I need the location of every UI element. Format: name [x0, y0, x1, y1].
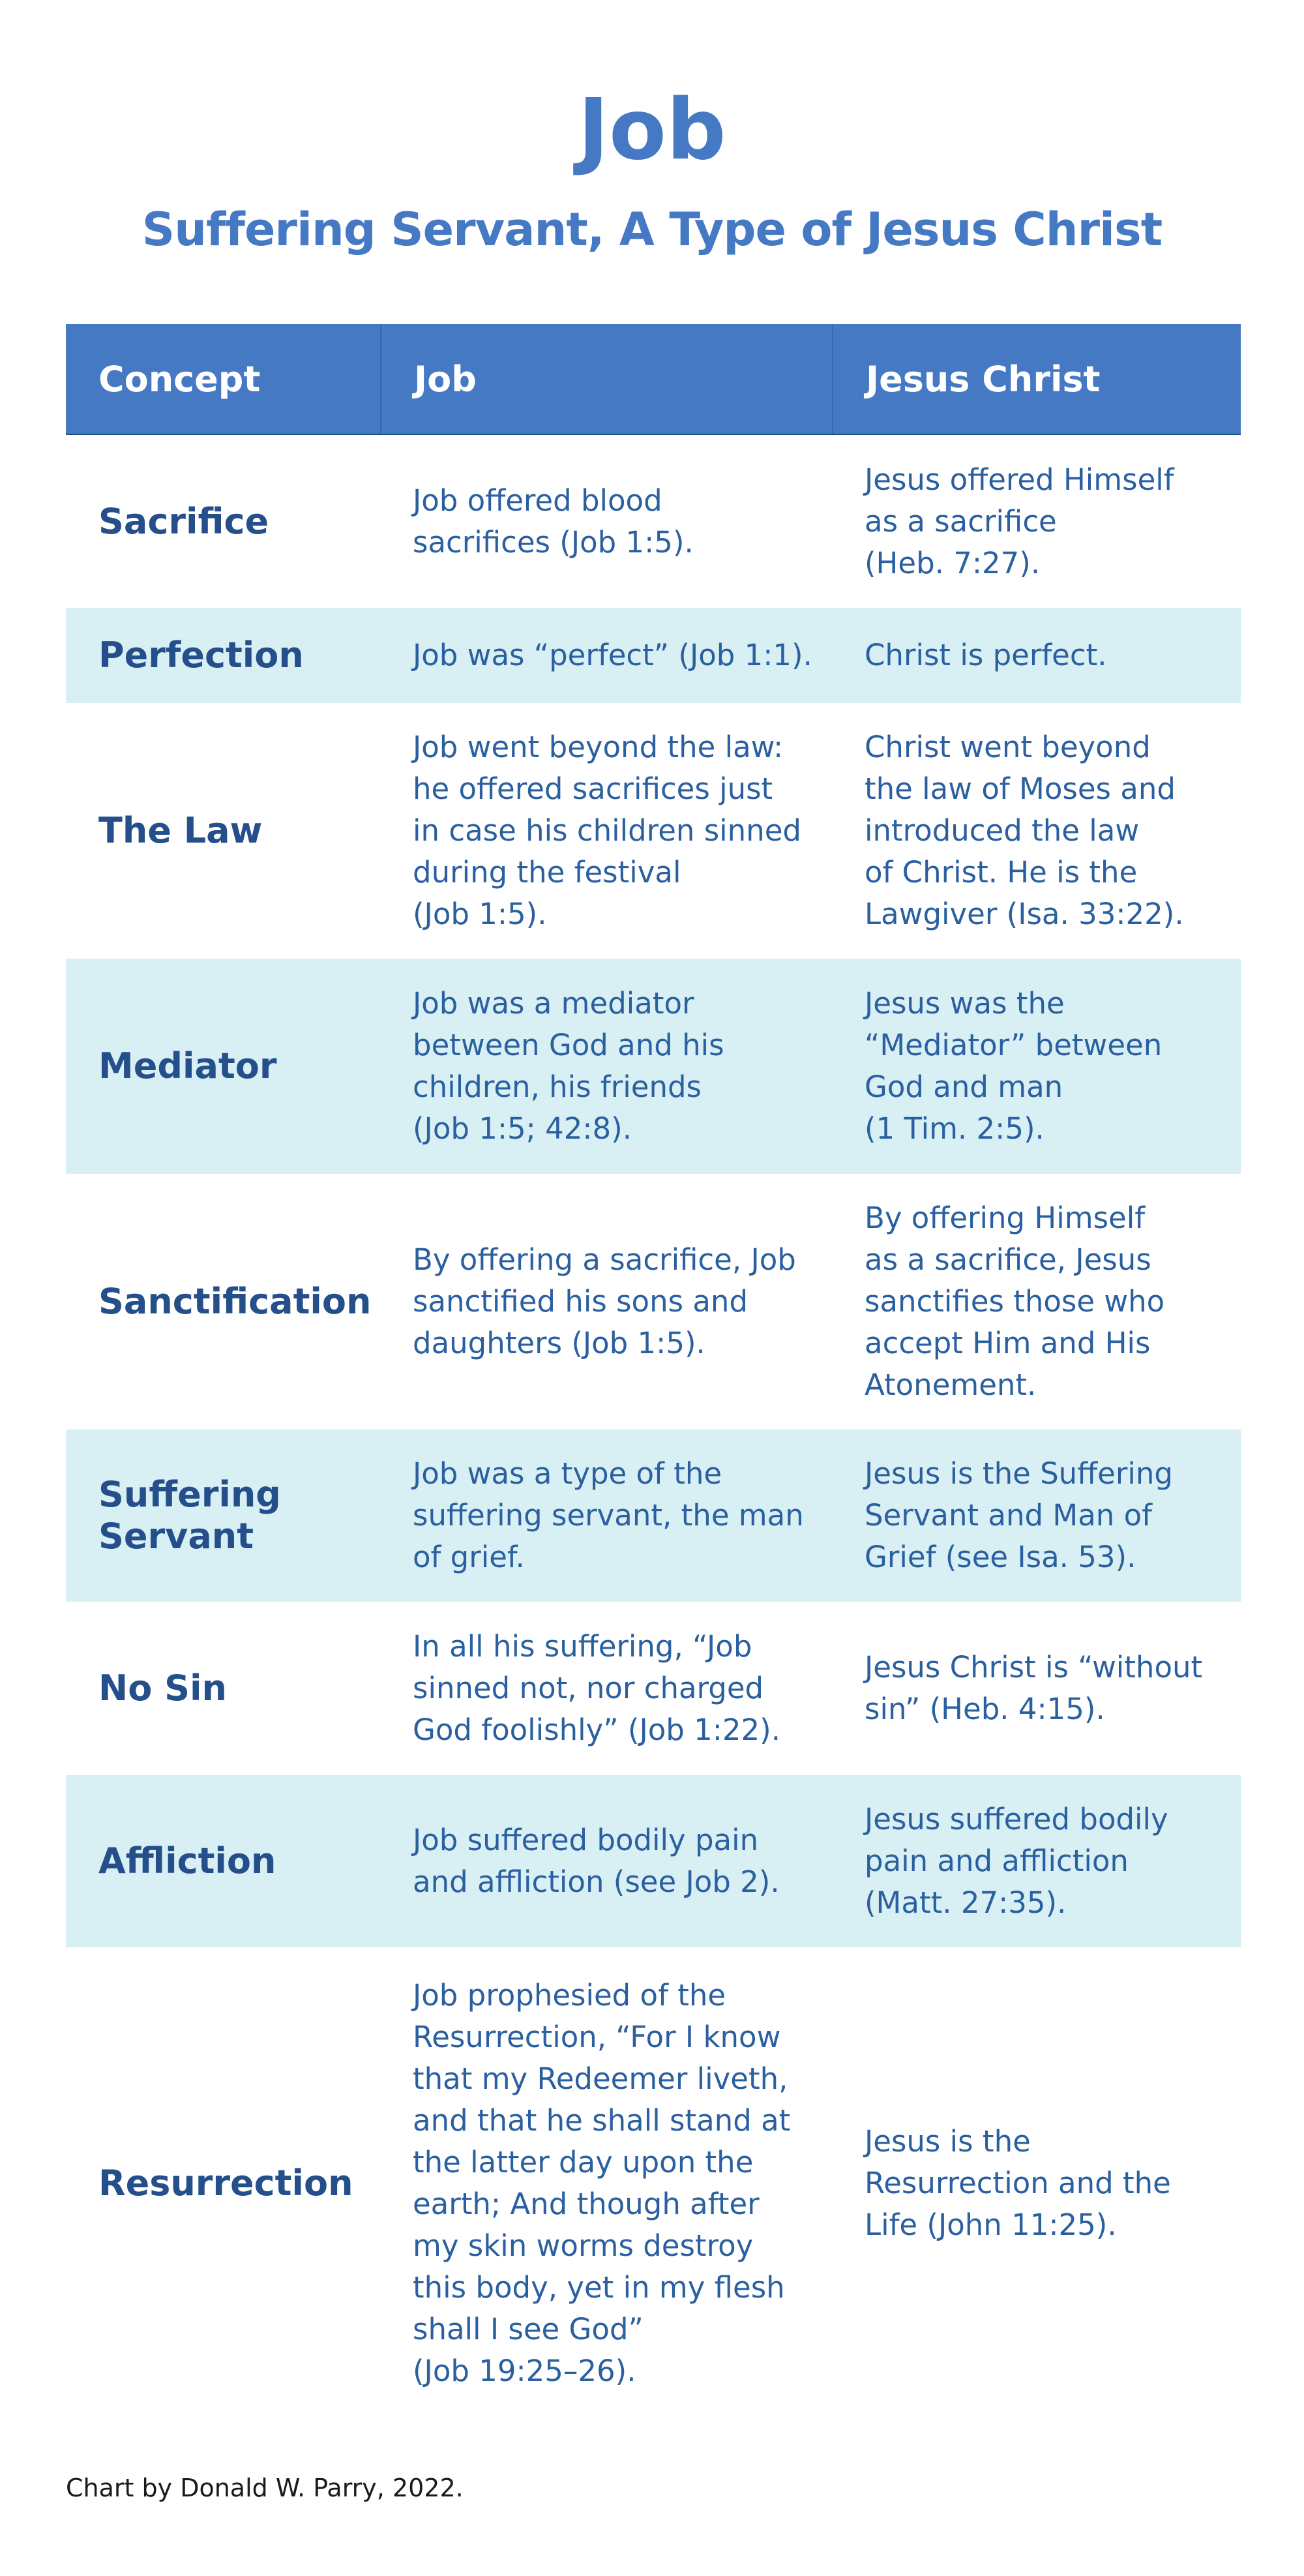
table-row — [66, 703, 1241, 959]
concept-cell: Suffering Servant — [98, 1474, 281, 1557]
job-cell: Job offered blood sacrifices (Job 1:5). — [413, 483, 694, 560]
table-row — [66, 1775, 1241, 1947]
header-jesus-christ: Jesus Christ — [832, 324, 1241, 434]
concept-cell: The Law — [98, 810, 263, 851]
christ-cell: Jesus was the “Mediator” between God and man (1 Tim. 2:5). — [865, 986, 1163, 1146]
christ-cell: By offering Himself as a sacrifice, Jesus sanctifies those who accept Him and His Atonement. — [865, 1201, 1165, 1402]
job-cell: Job was a mediator between God and his children, his friends (Job 1:5; 42:8). — [413, 986, 724, 1146]
christ-cell: Jesus is the Resurrection and the Life (John 11:25). — [865, 2124, 1171, 2242]
christ-cell: Jesus Christ is “without sin” (Heb. 4:15). — [865, 1650, 1203, 1726]
concept-cell: Affliction — [98, 1840, 276, 1881]
table-row — [66, 608, 1241, 703]
christ-cell: Jesus offered Himself as a sacrifice (Heb. 7:27). — [865, 462, 1174, 580]
page-title: Job — [578, 82, 726, 179]
job-cell: Job was a type of the suffering servant, the man of grief. — [413, 1456, 804, 1574]
job-cell: Job was “perfect” (Job 1:1). — [413, 638, 812, 672]
christ-cell: Jesus suffered bodily pain and affliction (Matt. 27:35). — [865, 1802, 1168, 1920]
concept-cell: Sacrifice — [98, 500, 269, 542]
page-subtitle: Suffering Servant, A Type of Jesus Christ — [141, 203, 1163, 256]
job-cell: Job went beyond the law: he offered sacrifices just in case his children sinned during the festival (Job 1:5). — [413, 730, 801, 931]
christ-cell: Jesus is the Suffering Servant and Man of Grief (see Isa. 53). — [865, 1456, 1173, 1574]
job-cell: Job suffered bodily pain and affliction (see Job 2). — [413, 1823, 780, 1899]
christ-cell: Christ went beyond the law of Moses and introduced the law of Christ. He is the Lawgiver (Isa. 33:22). — [865, 730, 1184, 931]
table-row — [66, 435, 1241, 608]
job-cell: Job prophesied of the Resurrection, “For I know that my Redeemer liveth, and that he shall stand at the latter day upon the earth; And though after my skin worms destroy this body, yet in my flesh shall I see God” (Job 19:25–26). — [413, 1978, 791, 2388]
concept-cell: Perfection — [98, 635, 304, 676]
chart-credit: Chart by Donald W. Parry, 2022. — [66, 2474, 464, 2502]
concept-cell: Sanctification — [98, 1281, 372, 1322]
concept-cell: Mediator — [98, 1045, 277, 1086]
table-row — [66, 1947, 1241, 2419]
table-row — [66, 1430, 1241, 1602]
comparison-table — [66, 324, 1241, 2419]
table-header-row — [66, 324, 1241, 435]
job-cell: By offering a sacrifice, Job sanctified his sons and daughters (Job 1:5). — [413, 1242, 796, 1360]
table-row — [66, 959, 1241, 1174]
concept-cell: Resurrection — [98, 2163, 353, 2204]
header-job: Job — [380, 324, 832, 434]
header-concept: Concept — [98, 358, 261, 400]
job-cell: In all his suffering, “Job sinned not, nor charged God foolishly” (Job 1:22). — [413, 1629, 781, 1747]
christ-cell: Christ is perfect. — [865, 638, 1107, 672]
table-row — [66, 1174, 1241, 1430]
table-row — [66, 1602, 1241, 1775]
concept-cell: No Sin — [98, 1668, 227, 1709]
